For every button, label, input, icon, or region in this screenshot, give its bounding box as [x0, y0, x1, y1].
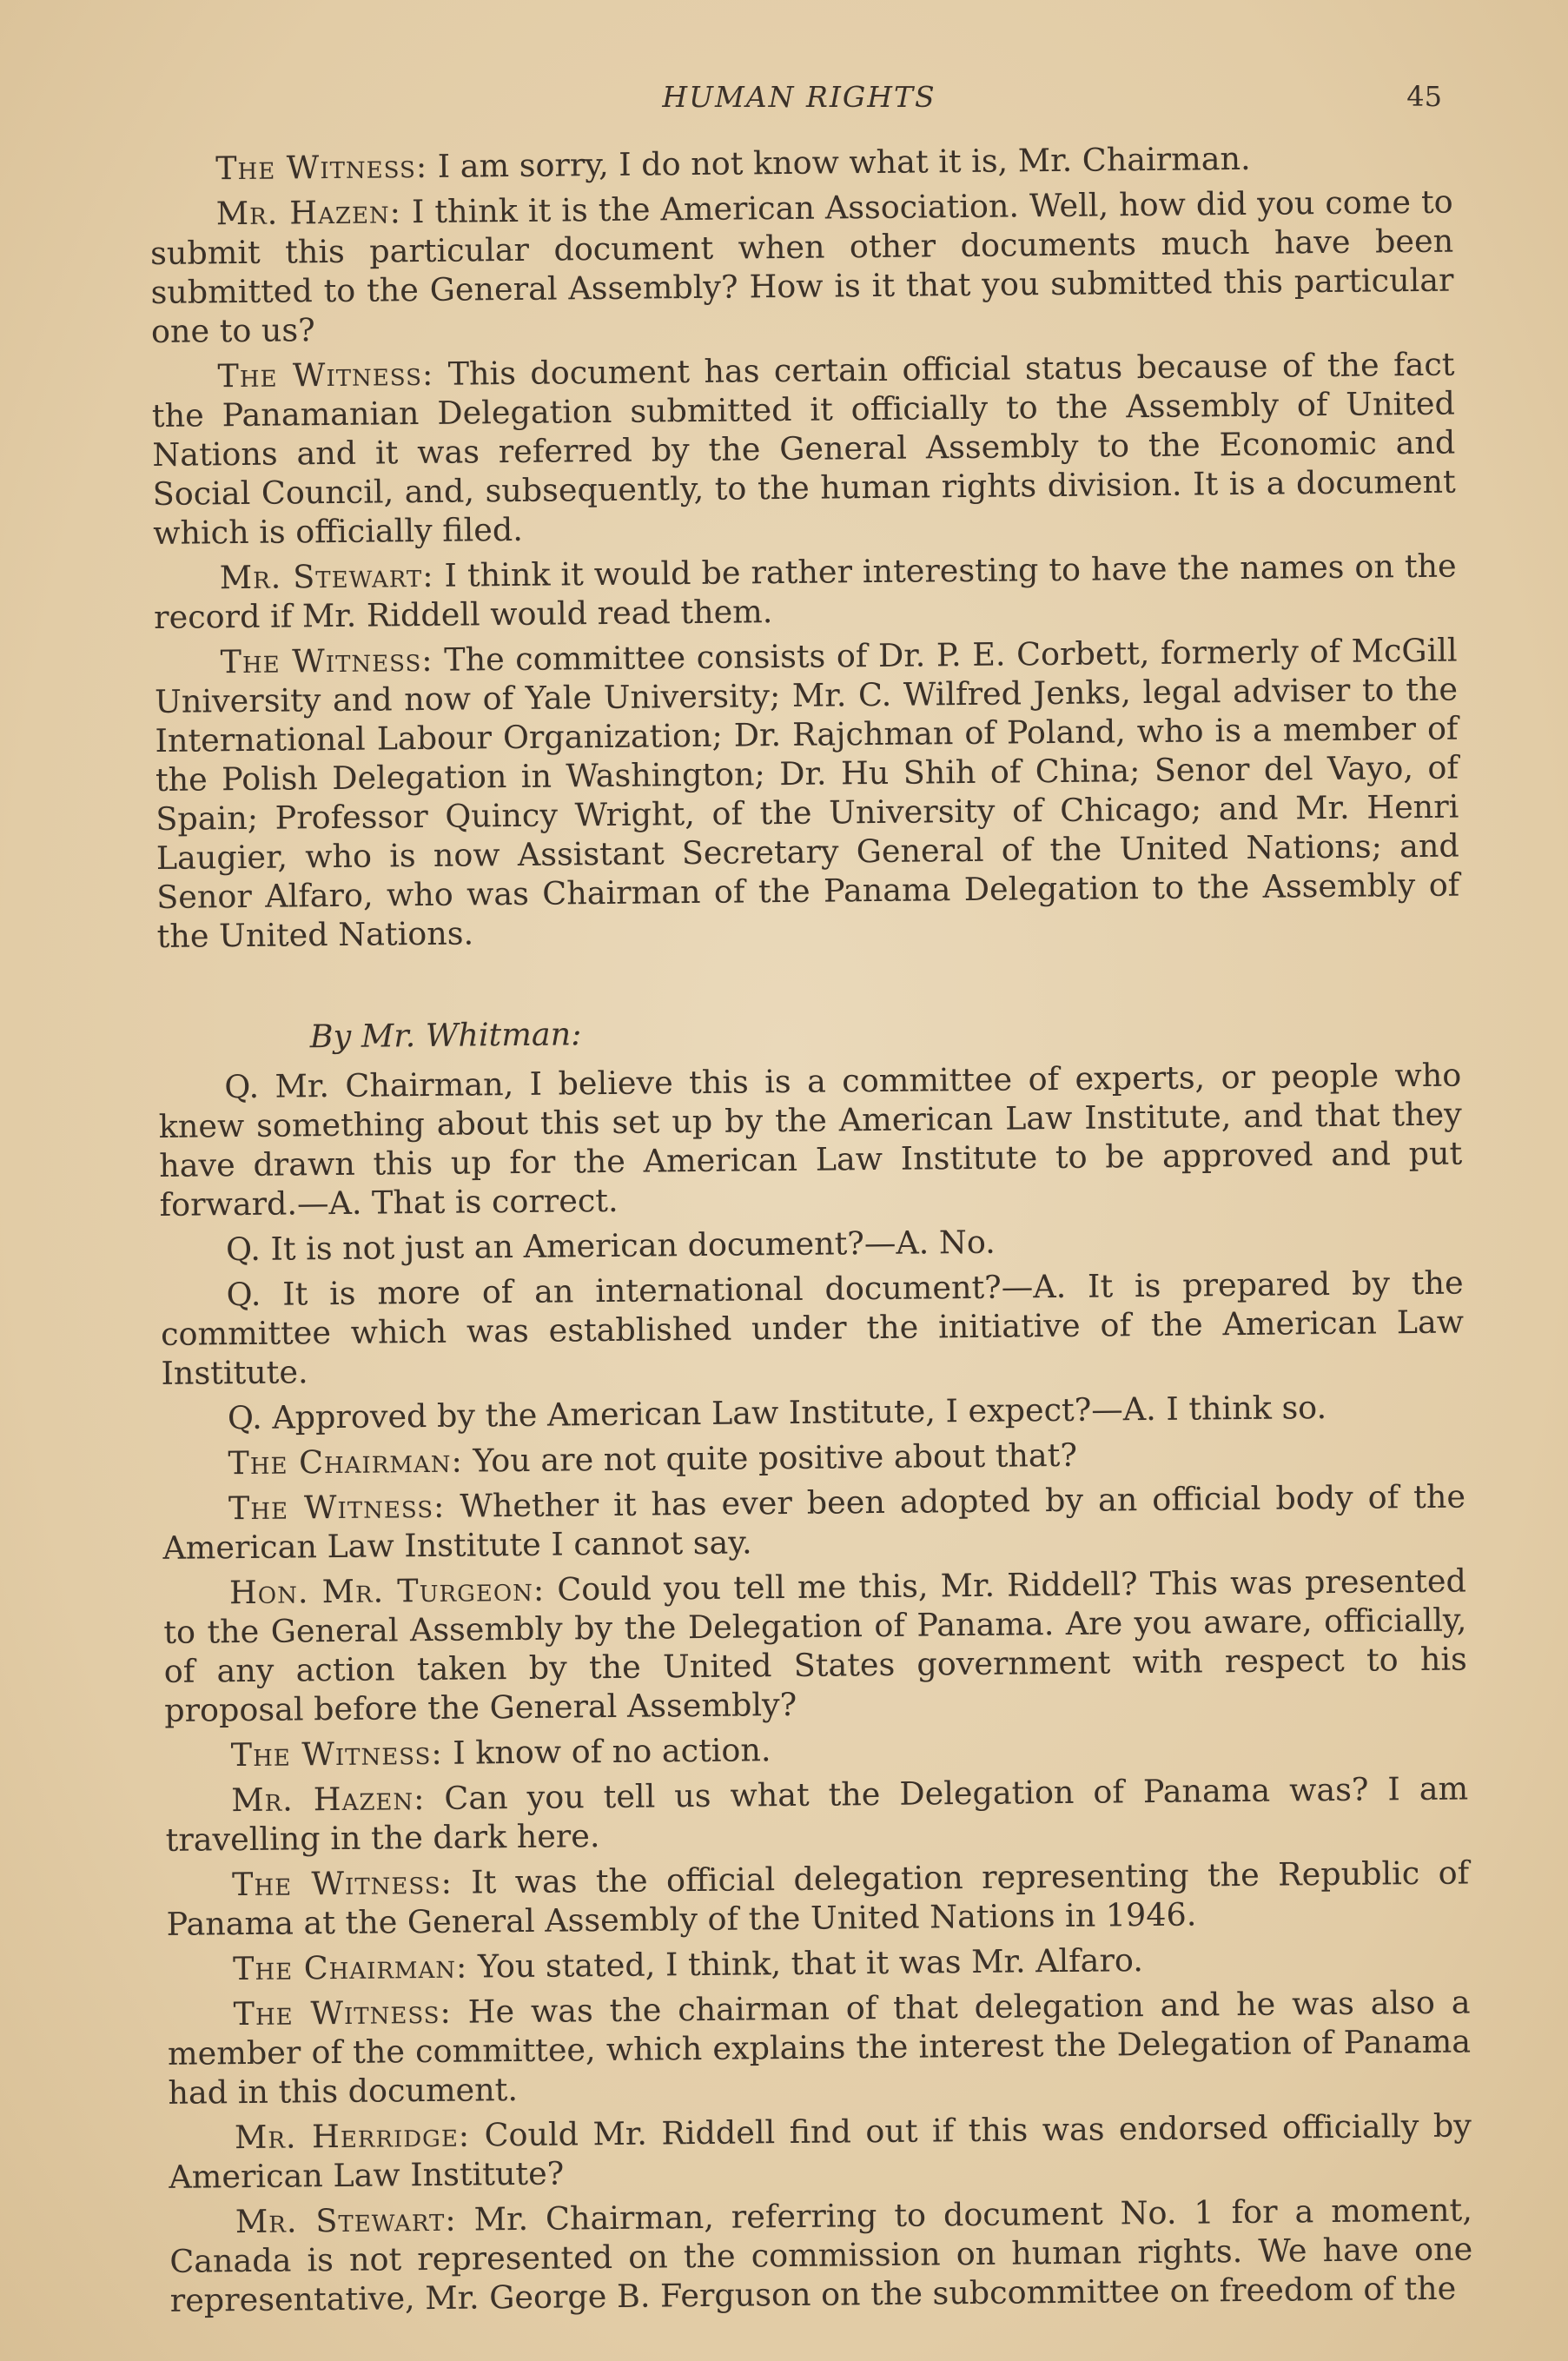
paragraph [162, 1477, 1466, 1568]
paragraph-text: I know of no action. [442, 1731, 771, 1772]
page-body [149, 137, 1473, 2326]
paragraph [165, 1724, 1468, 1775]
qa-item: Q. It is more of an international document?—A. It is prepared by the committee which was established under the initiative of the American Law Institute. [160, 1263, 1465, 1392]
qa-item: Q. Mr. Chairman, I believe this is a committee of experts, or people who knew something about this set up by the American Law Institute, and that they have drawn this up for the American Law Institute to be approved and put forward.—A. That is correct. [158, 1056, 1463, 1224]
paragraph [167, 1983, 1471, 2112]
paragraph-text: This document has certain official status because of the fact the Panamanian Delegation submitted it officially to the Assembly of United Nations and it was referred by the General Assembly to the Economic and Social Council, and, subsequently, to the human rights division. It is a document which is officially filed. [151, 345, 1456, 552]
paragraph [169, 2190, 1473, 2319]
paragraph-text: Mr. Chairman, referring to document No. 1 for a moment, Canada is not represented on the commission on human rights. We have one representative, Mr. George B. Ferguson on the subcommittee on freedom of the [169, 2191, 1473, 2319]
speaker: The Chairman: [232, 1947, 468, 1988]
paragraph-text: Can you tell us what the Delegation of Panama was? I am travelling in the dark here. [165, 1769, 1469, 1859]
speaker: The Witness: [217, 355, 434, 395]
paragraph-text: The committee consists of Dr. P. E. Corbett, formerly of McGill University and now of Yale University; Mr. C. Wilfred Jenks, legal adviser to the International Labour Organization; Dr. Rajchman of Poland, who is a member of the Polish Delegation in Washington; Dr. Hu Shih of China; Senor del Vayo, of Spain; Professor Quincy Wright, of the University of Chicago; and Mr. Henri Laugier, who is now Assistant Secretary General of the United Nations; and Senor Alfaro, who was Chairman of the Panama Delegation to the Assembly of the United Nations. [154, 631, 1460, 955]
speaker: Mr. Hazen: [215, 193, 402, 233]
paragraph [169, 2106, 1472, 2196]
paragraph [149, 182, 1454, 351]
paragraph [166, 1854, 1470, 1944]
paragraph [154, 547, 1458, 637]
page-number: 45 [1406, 80, 1442, 113]
speaker: The Witness: [231, 1863, 453, 1904]
speaker: The Witness: [233, 1993, 452, 2033]
speaker: The Witness: [230, 1734, 443, 1774]
page-header [148, 80, 1451, 123]
paragraph [162, 1432, 1465, 1483]
paragraph-text: I am sorry, I do not know what it is, Mr. Chairman. [427, 139, 1251, 185]
speaker: Hon. Mr. Turgeon: [228, 1570, 546, 1612]
paragraph-text: Whether it has ever been adopted by an official body of the American Law Institute I cannot say. [162, 1477, 1466, 1567]
paragraph-text: Could Mr. Riddell find out if this was endorsed officially by American Law Institute? [169, 2106, 1472, 2196]
speaker: Mr. Stewart: [235, 2200, 457, 2241]
paragraph [149, 137, 1452, 189]
paragraph-text: Could you tell me this, Mr. Riddell? This was presented to the General Assembly by the Delegation of Panama. Are you aware, officially, of any action taken by the United States government with respect to his proposal before the General Assembly? [163, 1562, 1467, 1729]
speaker: The Witness: [220, 640, 433, 681]
speaker: The Chairman: [228, 1442, 463, 1482]
paragraph [167, 1938, 1470, 1989]
speaker: The Witness: [228, 1487, 446, 1528]
paragraph-text: I think it is the American Association. Well, how did you come to submit this particular document when other documents much have been submitted to the General Assembly? How is it that you submitted this particular one to us? [149, 182, 1454, 350]
qa-item: Q. It is not just an American document?—A. No. [225, 1223, 996, 1269]
qa-item: Q. Approved by the American Law Institute, I expect?—A. I think so. [227, 1389, 1327, 1437]
paragraph [165, 1769, 1469, 1860]
speaker: Mr. Herridge: [234, 2116, 471, 2157]
speaker: Mr. Hazen: [231, 1780, 426, 1820]
paragraph-text: He was the chairman of that delegation and he was also a member of the committee, which explains the interest the Delegation of Panama had in this document. [167, 1983, 1472, 2112]
running-title: HUMAN RIGHTS [662, 80, 936, 114]
speaker: The Witness: [215, 147, 428, 188]
paragraph-text: You are not quite positive about that? [462, 1436, 1078, 1480]
paragraph [154, 631, 1459, 956]
paragraph-text: I think it would be rather interesting to have the names on the record if Mr. Riddell would read them. [153, 547, 1457, 636]
paragraph-text: You stated, I think, that it was Mr. Alfaro. [467, 1941, 1144, 1986]
speaker: Mr. Stewart: [219, 556, 434, 597]
examiner-byline: By Mr. Whitman: [309, 1015, 582, 1056]
paragraph [151, 345, 1456, 553]
paragraph-text: It was the official delegation representing the Republic of Panama at the General Assembly of the United Nations in 1946. [166, 1854, 1470, 1943]
paragraph [163, 1562, 1468, 1730]
